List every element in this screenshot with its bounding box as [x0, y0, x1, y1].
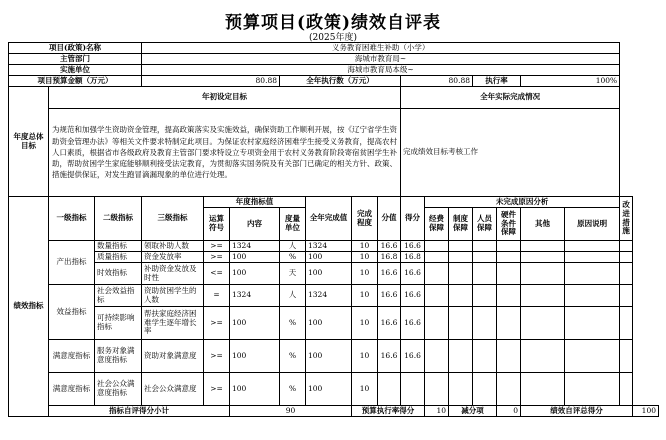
table-row [9, 252, 659, 263]
project-name-label: 项目(政策)名称 [9, 43, 142, 54]
row-level3: 资助对象满意度 [142, 340, 204, 373]
row-done: 100 [306, 340, 352, 373]
header-improve: 改进措施 [620, 197, 633, 241]
indicator-header-row-1 [9, 197, 659, 208]
row-reason-1 [425, 307, 449, 340]
subtotal-value: 90 [230, 406, 352, 417]
row-improve [620, 340, 633, 373]
row-score: 16.6 [401, 340, 425, 373]
exec-value: 80.88 [401, 76, 473, 87]
row-reason-3 [473, 285, 497, 307]
total-label: 绩效自评总得分 [521, 406, 633, 417]
row-reason-2 [449, 307, 473, 340]
row-done: 100 [306, 263, 352, 285]
actual-goal-text: 完成绩效目标考核工作 [401, 109, 620, 197]
row-degree: 10 [352, 241, 378, 252]
subtotal-label: 指标自评得分小计 [49, 406, 230, 417]
row-done: 100 [306, 307, 352, 340]
row-reason-3 [473, 241, 497, 252]
row-improve [620, 285, 633, 307]
row-reason-1 [425, 241, 449, 252]
row-degree: 10 [352, 307, 378, 340]
rate-label: 执行率 [473, 76, 521, 87]
row-operator: >= [204, 241, 230, 252]
unit-value: 海城市教育局本级~ [142, 65, 620, 76]
header-level3: 三级指标 [142, 197, 204, 241]
row-content: 100 [230, 263, 280, 285]
row-improve [620, 241, 633, 252]
row-reason-3 [473, 252, 497, 263]
dept-value: 海城市教育局~ [142, 54, 620, 65]
deduct-label: 减分项 [449, 406, 497, 417]
row-unit: 人 [280, 285, 306, 307]
row-operator: = [204, 285, 230, 307]
row-operator: <= [204, 263, 230, 285]
row-reason-6 [565, 373, 620, 406]
row-degree: 10 [352, 252, 378, 263]
dept-label: 主管部门 [9, 54, 142, 65]
budget-label: 项目预算金额（万元） [9, 76, 142, 87]
unit-row [9, 65, 659, 76]
row-level2: 时效指标 [95, 263, 142, 285]
header-reason-4: 硬件条件保障 [497, 208, 521, 241]
rate-value: 100% [521, 76, 620, 87]
category-satisfaction: 满意度指标 [49, 340, 95, 373]
header-score: 得分 [401, 197, 425, 241]
header-content: 内容 [230, 208, 280, 241]
row-reason-2 [449, 263, 473, 285]
row-score: 16.8 [401, 252, 425, 263]
row-reason-5 [521, 307, 565, 340]
row-unit: % [280, 307, 306, 340]
project-name-row [9, 43, 659, 54]
row-reason-3 [473, 340, 497, 373]
row-reason-6 [565, 285, 620, 307]
goal-content-row [9, 109, 659, 197]
row-degree: 10 [352, 340, 378, 373]
row-improve [620, 263, 633, 285]
row-level3: 社会公众满意度 [142, 373, 204, 406]
row-degree: 10 [352, 373, 378, 406]
actual-goal-header: 全年实际完成情况 [401, 87, 620, 109]
row-score: 16.6 [401, 241, 425, 252]
deduct-value: 0 [497, 406, 521, 417]
perf-indicator-label: 绩效指标 [9, 197, 49, 417]
exec-score-value: 10 [425, 406, 449, 417]
evaluation-table [8, 42, 659, 417]
header-unit: 度量单位 [280, 208, 306, 241]
row-reason-2 [449, 241, 473, 252]
row-unit: % [280, 340, 306, 373]
row-content: 1324 [230, 241, 280, 252]
category-benefit: 效益指标 [49, 285, 95, 340]
row-reason-2 [449, 285, 473, 307]
row-reason-4 [497, 263, 521, 285]
row-reason-6 [565, 307, 620, 340]
row-content: 1324 [230, 285, 280, 307]
row-level3: 资助贫困学生的人数 [142, 285, 204, 307]
row-reason-4 [497, 373, 521, 406]
initial-goal-header: 年初设定目标 [49, 87, 401, 109]
row-degree: 10 [352, 263, 378, 285]
row-level2: 数量指标 [95, 241, 142, 252]
row-content: 100 [230, 307, 280, 340]
row-improve [620, 252, 633, 263]
budget-row [9, 76, 659, 87]
row-reason-3 [473, 263, 497, 285]
header-reason-5: 其他 [521, 208, 565, 241]
row-score-value: 16.6 [378, 285, 401, 307]
unit-label: 实施单位 [9, 65, 142, 76]
row-score-value: 16.6 [378, 263, 401, 285]
row-reason-2 [449, 252, 473, 263]
exec-score-label: 预算执行率得分 [352, 406, 425, 417]
row-reason-6 [565, 263, 620, 285]
row-operator: >= [204, 340, 230, 373]
row-reason-5 [521, 241, 565, 252]
table-row [9, 241, 659, 252]
total-value: 100 [633, 406, 659, 417]
row-reason-5 [521, 340, 565, 373]
initial-goal-text: 为规范和加强学生资助资金管理，提高政策落实及实施效益，确保资助工作顺利开展，按《辽宁省学生资助资金管理办法》等相关文件要求特制定此项目。为保证农村家庭经济困难学生接受义务教育，提高农村人口素质，根据省市各级政府及教育主管部门要求特设立专项资金用于农村义务教育阶段寄宿贫困学生补助，帮助贫困学生家庭能够顺利接受法定教育，为贯彻落实国务院及有关部门已确定的相关方针、政策、措施提供保证，对发生跑冒滴漏现象的单位进行处理。 [49, 109, 401, 197]
row-done: 1324 [306, 285, 352, 307]
row-reason-5 [521, 252, 565, 263]
page-subtitle: (2025年度) [309, 33, 357, 43]
row-reason-4 [497, 285, 521, 307]
header-score-value: 分值 [378, 197, 401, 241]
row-done: 1324 [306, 241, 352, 252]
row-reason-4 [497, 241, 521, 252]
row-score: 16.6 [401, 263, 425, 285]
header-reason-1: 经费保障 [425, 208, 449, 241]
header-reason-2: 制度保障 [449, 208, 473, 241]
row-reason-5 [521, 373, 565, 406]
row-content: 100 [230, 340, 280, 373]
row-level2: 服务对象满意度指标 [95, 340, 142, 373]
row-level2: 社会效益指标 [95, 285, 142, 307]
row-level2: 质量指标 [95, 252, 142, 263]
budget-value: 80.88 [142, 76, 280, 87]
table-row [9, 307, 659, 340]
header-level2: 二级指标 [95, 197, 142, 241]
row-reason-6 [565, 340, 620, 373]
row-reason-1 [425, 340, 449, 373]
header-operator: 运算符号 [204, 208, 230, 241]
row-score-value [378, 373, 401, 406]
overall-goal-label: 年度总体目标 [9, 87, 49, 197]
row-operator: >= [204, 307, 230, 340]
table-row [9, 340, 659, 373]
row-unit: % [280, 373, 306, 406]
header-unfinished: 未完成原因分析 [425, 197, 620, 208]
row-unit: % [280, 252, 306, 263]
row-level3: 领取补助人数 [142, 241, 204, 252]
row-reason-2 [449, 340, 473, 373]
header-done-degree: 完成程度 [352, 197, 378, 241]
row-reason-4 [497, 307, 521, 340]
row-content: 100 [230, 373, 280, 406]
table-row [9, 263, 659, 285]
row-level3: 资金发放率 [142, 252, 204, 263]
row-score-value: 16.6 [378, 307, 401, 340]
row-reason-1 [425, 285, 449, 307]
row-level3: 补助资金发放及时性 [142, 263, 204, 285]
row-level2: 可持续影响指标 [95, 307, 142, 340]
dept-row [9, 54, 659, 65]
row-reason-3 [473, 373, 497, 406]
row-improve [620, 373, 633, 406]
row-reason-3 [473, 307, 497, 340]
row-degree: 10 [352, 285, 378, 307]
row-reason-5 [521, 285, 565, 307]
header-reason-3: 人员保障 [473, 208, 497, 241]
category-output: 产出指标 [49, 241, 95, 285]
header-reason-6: 原因说明 [565, 208, 620, 241]
row-score [401, 373, 425, 406]
row-reason-4 [497, 252, 521, 263]
row-reason-6 [565, 241, 620, 252]
row-reason-1 [425, 263, 449, 285]
row-score-value: 16.6 [378, 340, 401, 373]
row-unit: 人 [280, 241, 306, 252]
header-annual-value: 年度指标值 [204, 197, 306, 208]
row-content: 100 [230, 252, 280, 263]
row-operator: >= [204, 373, 230, 406]
row-score-value: 16.8 [378, 252, 401, 263]
row-level1: 满意度指标 [49, 373, 95, 406]
row-level2: 社会公众满意度指标 [95, 373, 142, 406]
row-reason-1 [425, 373, 449, 406]
row-done: 100 [306, 252, 352, 263]
row-unit: 天 [280, 263, 306, 285]
row-reason-5 [521, 263, 565, 285]
exec-label: 全年执行数（万元） [280, 76, 401, 87]
row-reason-6 [565, 252, 620, 263]
header-done-value: 全年完成值 [306, 197, 352, 241]
row-done: 100 [306, 373, 352, 406]
project-name-value: 义务教育困难生补助（小学） [142, 43, 620, 54]
row-reason-4 [497, 340, 521, 373]
row-improve [620, 307, 633, 340]
goal-header-row [9, 87, 659, 109]
row-level3: 帮扶家庭经济困难学生逐年增长率 [142, 307, 204, 340]
row-reason-2 [449, 373, 473, 406]
row-score-value: 16.6 [378, 241, 401, 252]
row-operator: >= [204, 252, 230, 263]
footer-row [9, 406, 659, 417]
page-title: 预算项目(政策)绩效自评表 [224, 13, 442, 33]
row-reason-1 [425, 252, 449, 263]
table-row [9, 373, 659, 406]
header-level1: 一级指标 [49, 197, 95, 241]
row-score: 16.6 [401, 307, 425, 340]
row-score: 16.6 [401, 285, 425, 307]
table-row [9, 285, 659, 307]
